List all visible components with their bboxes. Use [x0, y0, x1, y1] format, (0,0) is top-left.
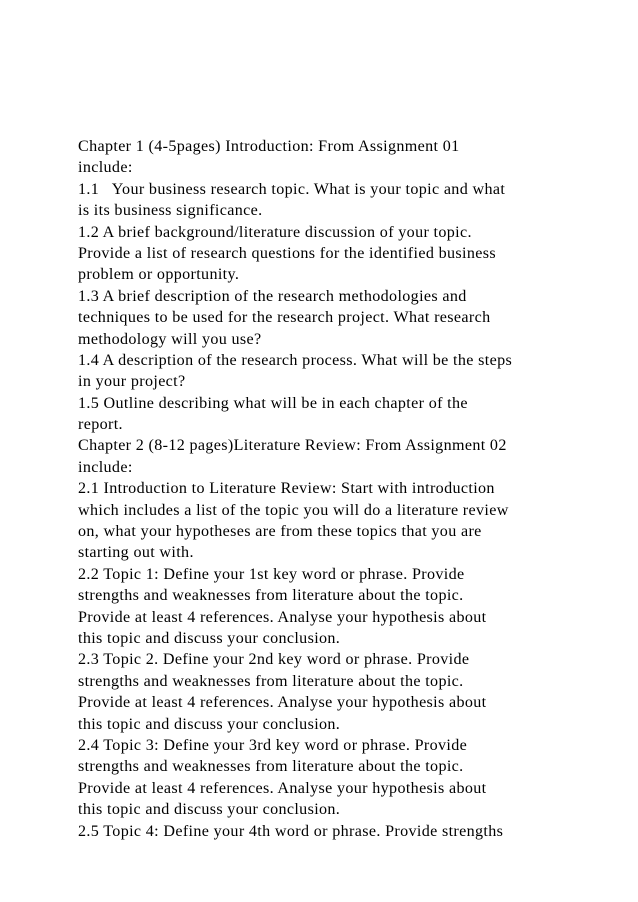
- text-line: this topic and discuss your conclusion.: [78, 715, 341, 733]
- text-line: Chapter 1 (4-5pages) Introduction: From Assignment 01: [78, 138, 460, 155]
- text-line: which includes a list of the topic you will do a literature review: [78, 501, 509, 519]
- text-line: techniques to be used for the research project. What research: [78, 309, 491, 327]
- text-line: methodology will you use?: [78, 330, 262, 348]
- text-line: strengths and weaknesses from literature about the topic.: [78, 587, 464, 605]
- text-line: problem or opportunity.: [78, 266, 240, 284]
- text-line: 2.2 Topic 1: Define your 1st key word or phrase. Provide: [78, 565, 465, 583]
- text-line: 1.2 A brief background/literature discussion of your topic.: [78, 223, 472, 241]
- text-line: Provide a list of research questions for the identified business: [78, 244, 496, 262]
- text-line: 2.4 Topic 3: Define your 3rd key word or phrase. Provide: [78, 736, 468, 754]
- text-line: 2.5 Topic 4: Define your 4th word or phrase. Provide strengths: [78, 822, 504, 840]
- text-line: 1.4 A description of the research process. What will be the steps: [78, 351, 513, 369]
- text-line: this topic and discuss your conclusion.: [78, 801, 341, 819]
- text-line: 1.1 Your business research topic. What is your topic and what: [78, 180, 506, 198]
- text-line: on, what your hypotheses are from these topics that you are: [78, 523, 482, 541]
- text-line: include:: [78, 159, 133, 177]
- text-line: this topic and discuss your conclusion.: [78, 629, 341, 647]
- text-line: 2.1 Introduction to Literature Review: Start with introduction: [78, 480, 495, 498]
- text-line: Provide at least 4 references. Analyse your hypothesis about: [78, 608, 487, 626]
- text-line: strengths and weaknesses from literature about the topic.: [78, 758, 464, 776]
- text-line: Provide at least 4 references. Analyse your hypothesis about: [78, 694, 487, 712]
- text-line: Provide at least 4 references. Analyse your hypothesis about: [78, 779, 487, 797]
- text-line: is its business significance.: [78, 202, 263, 220]
- text-line: 1.5 Outline describing what will be in each chapter of the: [78, 394, 468, 412]
- document-body: [78, 136, 578, 842]
- text-line: include:: [78, 458, 133, 476]
- text-line: Chapter 2 (8-12 pages)Literature Review: From Assignment 02: [78, 437, 507, 455]
- text-line: in your project?: [78, 373, 186, 391]
- text-line: 2.3 Topic 2. Define your 2nd key word or phrase. Provide: [78, 651, 470, 669]
- text-line: starting out with.: [78, 544, 194, 562]
- text-line: 1.3 A brief description of the research methodologies and: [78, 287, 467, 305]
- text-line: strengths and weaknesses from literature about the topic.: [78, 672, 464, 690]
- text-line: report.: [78, 416, 123, 434]
